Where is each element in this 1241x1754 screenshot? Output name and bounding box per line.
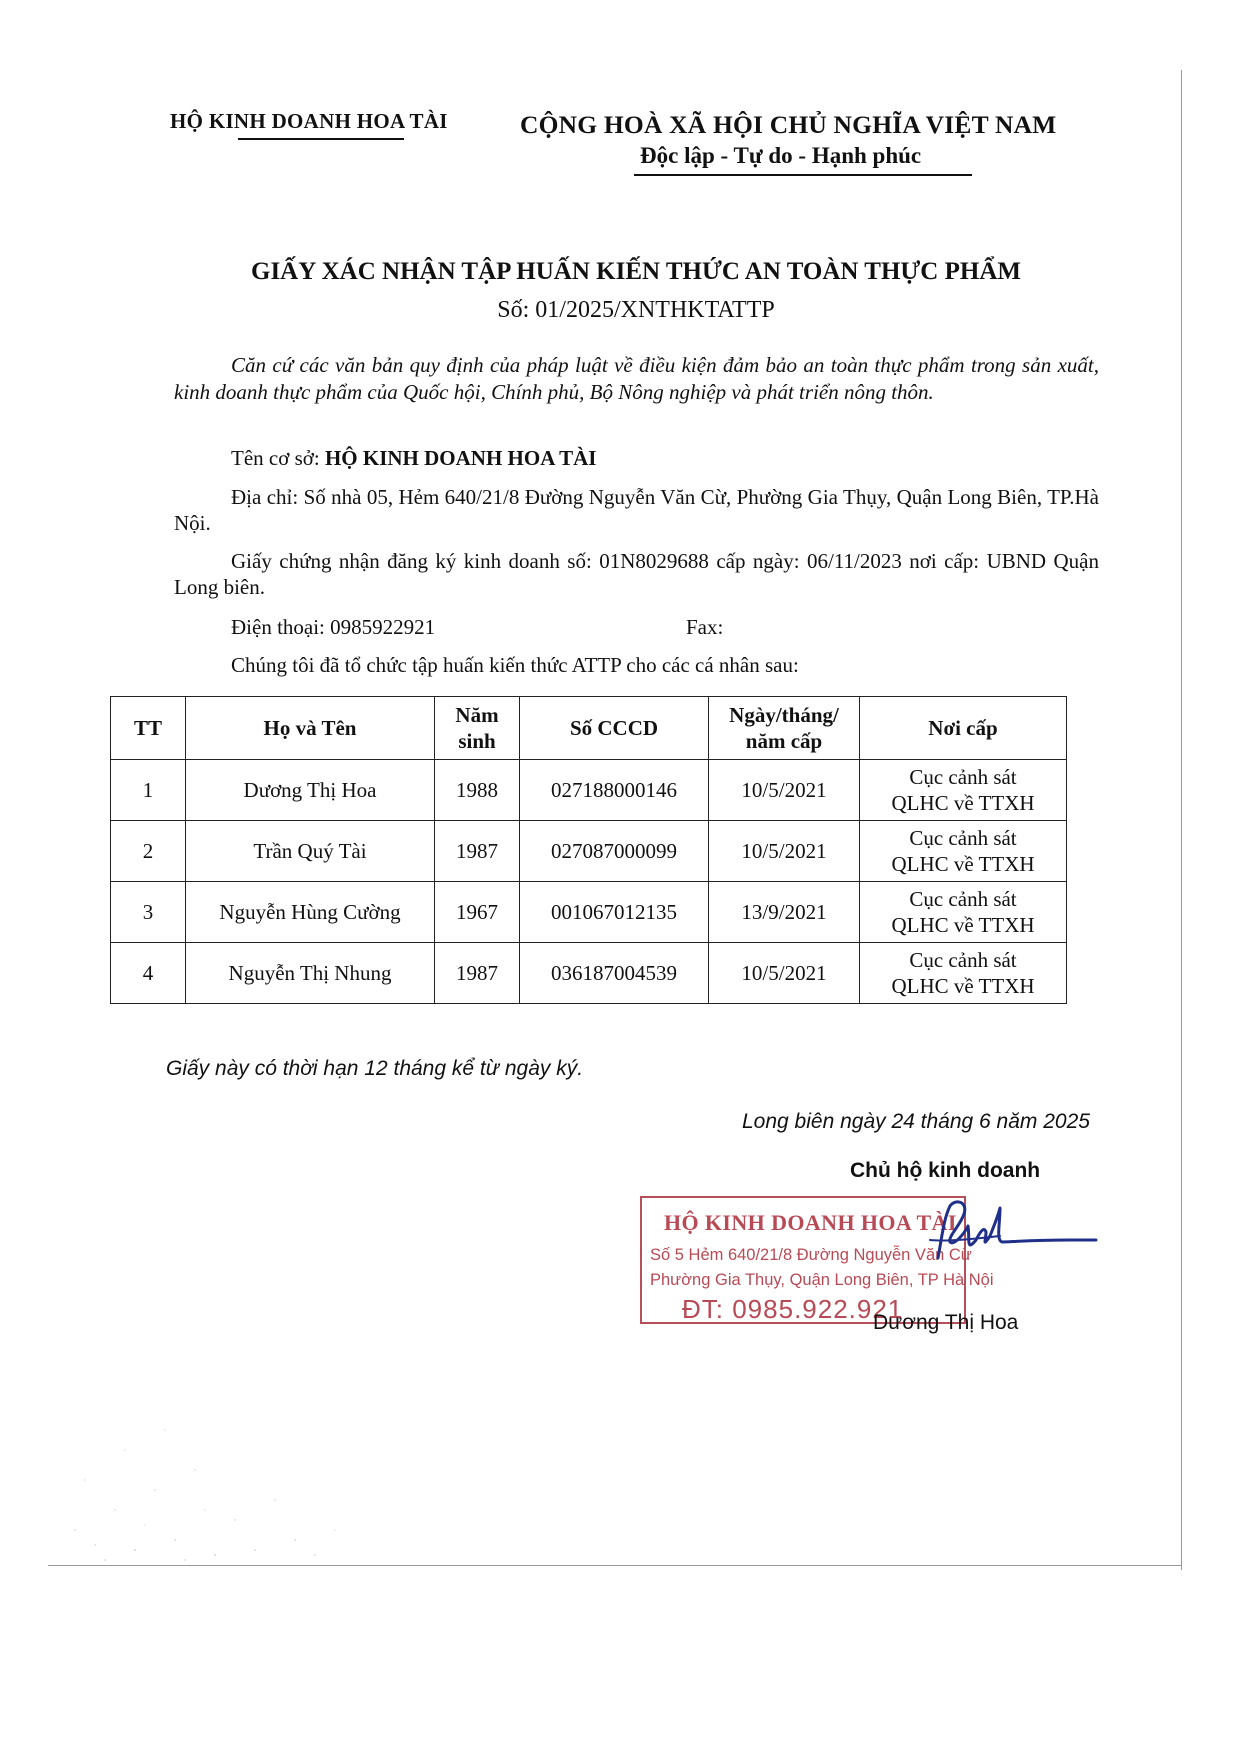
table-row bbox=[111, 760, 1067, 821]
validity-note: Giấy này có thời hạn 12 tháng kể từ ngày ký. bbox=[166, 1057, 584, 1080]
cell-place bbox=[860, 882, 1067, 943]
signer-name: Dương Thị Hoa bbox=[873, 1311, 1019, 1334]
cell-id: 036187004539 bbox=[520, 943, 709, 1004]
cell-date: 10/5/2021 bbox=[709, 760, 860, 821]
document-title: GIẤY XÁC NHẬN TẬP HUẤN KIẾN THỨC AN TOÀN THỰC PHẨM bbox=[251, 258, 1021, 285]
table-row bbox=[111, 882, 1067, 943]
cell-name: Nguyễn Thị Nhung bbox=[186, 943, 435, 1004]
header-issue-date-line2: năm cấp bbox=[745, 729, 823, 753]
cell-place-line2: QLHC về TTXH bbox=[891, 974, 1035, 998]
motto-underline bbox=[634, 174, 972, 176]
business-stamp bbox=[640, 1196, 994, 1324]
cell-place bbox=[860, 760, 1067, 821]
cell-place-line2: QLHC về TTXH bbox=[891, 852, 1035, 876]
handwritten-signature bbox=[920, 1196, 1100, 1276]
header-birth-year-line1: Năm bbox=[455, 703, 499, 727]
header-issue-date-line1: Ngày/tháng/ bbox=[729, 703, 839, 727]
training-intro: Chúng tôi đã tổ chức tập huấn kiến thức ATTP cho các cá nhân sau: bbox=[231, 653, 799, 677]
header-issue-place: Nơi cấp bbox=[860, 697, 1067, 760]
table-row bbox=[111, 821, 1067, 882]
cell-name: Dương Thị Hoa bbox=[186, 760, 435, 821]
cell-date: 10/5/2021 bbox=[709, 943, 860, 1004]
address-paragraph: Địa chỉ: Số nhà 05, Hẻm 640/21/8 Đường Nguyễn Văn Cừ, Phường Gia Thụy, Quận Long Biên, TP.Hà Nội. bbox=[174, 485, 1099, 535]
cell-date: 10/5/2021 bbox=[709, 821, 860, 882]
fax-text: Fax: bbox=[686, 615, 724, 639]
business-license-paragraph: Giấy chứng nhận đăng ký kinh doanh số: 01N8029688 cấp ngày: 06/11/2023 nơi cấp: UBND Quận Long biên. bbox=[174, 549, 1099, 599]
phone-text: Điện thoại: 0985922921 bbox=[231, 615, 436, 639]
table-header-row bbox=[111, 697, 1067, 760]
cell-id: 001067012135 bbox=[520, 882, 709, 943]
stamp-phone: ĐT: 0985.922.921 bbox=[682, 1294, 904, 1324]
cell-date: 13/9/2021 bbox=[709, 882, 860, 943]
cell-year: 1987 bbox=[435, 943, 520, 1004]
cell-tt: 1 bbox=[111, 760, 186, 821]
cell-year: 1967 bbox=[435, 882, 520, 943]
cell-name: Trần Quý Tài bbox=[186, 821, 435, 882]
national-motto: Độc lập - Tự do - Hạnh phúc bbox=[640, 143, 922, 168]
cell-place-line1: Cục cảnh sát bbox=[909, 887, 1017, 911]
facility-label: Tên cơ sở: bbox=[231, 446, 325, 470]
cell-place-line1: Cục cảnh sát bbox=[909, 765, 1017, 789]
header-birth-year bbox=[435, 697, 520, 760]
cell-tt: 4 bbox=[111, 943, 186, 1004]
cell-tt: 2 bbox=[111, 821, 186, 882]
table-row bbox=[111, 943, 1067, 1004]
header-id-number: Số CCCD bbox=[520, 697, 709, 760]
header-full-name: Họ và Tên bbox=[186, 697, 435, 760]
contact-line bbox=[174, 614, 1099, 641]
stamp-business-name: HỘ KINH DOANH HOA TÀI bbox=[664, 1210, 957, 1235]
header-issue-date bbox=[709, 697, 860, 760]
organization-underline bbox=[238, 138, 404, 140]
facility-name: HỘ KINH DOANH HOA TÀI bbox=[324, 446, 597, 470]
signer-title: Chủ hộ kinh doanh bbox=[850, 1159, 1041, 1182]
page-edge-bottom bbox=[48, 1565, 1182, 1566]
trainee-table bbox=[110, 696, 1067, 1004]
cell-place bbox=[860, 821, 1067, 882]
header-birth-year-line2: sinh bbox=[458, 729, 496, 753]
cell-id: 027188000146 bbox=[520, 760, 709, 821]
cell-place-line1: Cục cảnh sát bbox=[909, 948, 1017, 972]
document-number: Số: 01/2025/XNTHKTATTP bbox=[497, 297, 775, 323]
stamp-address-line2: Phường Gia Thụy, Quận Long Biên, TP Hà Nội bbox=[650, 1271, 994, 1289]
header-tt: TT bbox=[111, 697, 186, 760]
cell-place-line2: QLHC về TTXH bbox=[891, 791, 1035, 815]
cell-year: 1988 bbox=[435, 760, 520, 821]
cell-tt: 3 bbox=[111, 882, 186, 943]
cell-year: 1987 bbox=[435, 821, 520, 882]
page-edge-right bbox=[1181, 70, 1182, 1570]
cell-place bbox=[860, 943, 1067, 1004]
cell-name: Nguyễn Hùng Cường bbox=[186, 882, 435, 943]
legal-basis-paragraph: Căn cứ các văn bản quy định của pháp luật về điều kiện đảm bảo an toàn thực phẩm trong sản xuất, kinh doanh thực phẩm của Quốc hội, Chính phủ, Bộ Nông nghiệp và phát triển nông thôn. bbox=[174, 353, 1099, 404]
signature-stroke bbox=[938, 1202, 1096, 1258]
facility-name-line bbox=[174, 445, 1099, 472]
cell-id: 027087000099 bbox=[520, 821, 709, 882]
scan-noise bbox=[55, 1410, 475, 1565]
organization-name: HỘ KINH DOANH HOA TÀI bbox=[170, 109, 448, 133]
national-title: CỘNG HOÀ XÃ HỘI CHỦ NGHĨA VIỆT NAM bbox=[520, 110, 1057, 139]
place-and-date: Long biên ngày 24 tháng 6 năm 2025 bbox=[742, 1110, 1090, 1133]
cell-place-line1: Cục cảnh sát bbox=[909, 826, 1017, 850]
cell-place-line2: QLHC về TTXH bbox=[891, 913, 1035, 937]
stamp-address-line1: Số 5 Hẻm 640/21/8 Đường Nguyễn Văn Cừ bbox=[650, 1246, 972, 1264]
